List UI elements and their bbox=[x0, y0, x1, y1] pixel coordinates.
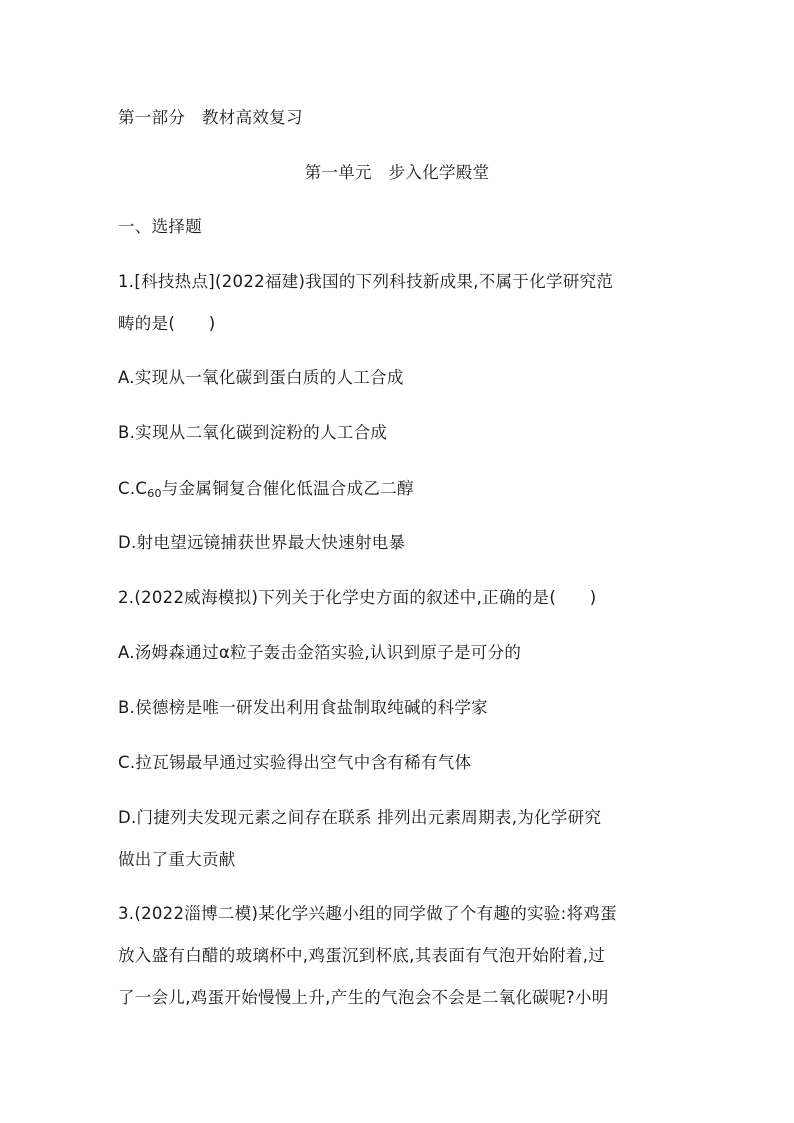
question-2-option-c: C.拉瓦锡最早通过实验得出空气中含有稀有气体 bbox=[118, 753, 472, 772]
question-2-option-b: B.侯德榜是唯一研发出利用食盐制取纯碱的科学家 bbox=[118, 698, 488, 717]
question-2-option-d-line-1: D.门捷列夫发现元素之间存在联系 排列出元素周期表,为化学研究 bbox=[118, 808, 602, 827]
section-title: 一、选择题 bbox=[118, 217, 202, 236]
question-1-stem-line-1: 1.[科技热点](2022福建)我国的下列科技新成果,不属于化学研究范 bbox=[118, 272, 614, 291]
question-1-option-d: D.射电望远镜捕获世界最大快速射电暴 bbox=[118, 533, 406, 552]
c60-subscript: 60 bbox=[147, 487, 162, 500]
question-1-stem-line-2: 畴的是( ) bbox=[118, 314, 216, 333]
question-1-option-c bbox=[118, 478, 414, 500]
question-2-option-a: A.汤姆森通过α粒子轰击金箔实验,认识到原子是可分的 bbox=[118, 643, 522, 662]
question-3-stem-line-2: 放入盛有白醋的玻璃杯中,鸡蛋沉到杯底,其表面有气泡开始附着,过 bbox=[118, 946, 606, 965]
part-title: 第一部分 教材高效复习 bbox=[118, 108, 303, 127]
question-2-stem: 2.(2022威海模拟)下列关于化学史方面的叙述中,正确的是( ) bbox=[118, 588, 597, 607]
question-2-option-d-line-2: 做出了重大贡献 bbox=[118, 850, 236, 869]
option-c-text: 与金属铜复合催化低温合成乙二醇 bbox=[161, 479, 414, 498]
unit-title: 第一单元 步入化学殿堂 bbox=[304, 163, 490, 182]
question-3-stem-line-1: 3.(2022淄博二模)某化学兴趣小组的同学做了个有趣的实验:将鸡蛋 bbox=[118, 904, 617, 923]
question-3-stem-line-3: 了一会儿,鸡蛋开始慢慢上升,产生的气泡会不会是二氧化碳呢?小明 bbox=[118, 988, 609, 1007]
option-c-prefix: C.C bbox=[118, 479, 148, 498]
question-1-option-a: A.实现从一氧化碳到蛋白质的人工合成 bbox=[118, 368, 404, 387]
question-1-option-b: B.实现从二氧化碳到淀粉的人工合成 bbox=[118, 423, 388, 442]
